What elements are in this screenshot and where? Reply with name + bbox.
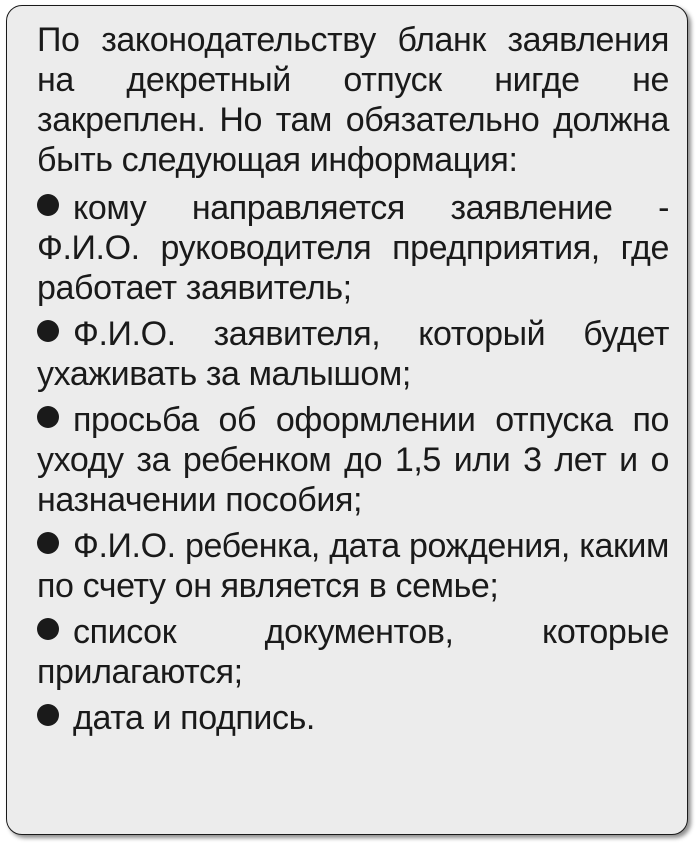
list-item-text: дата и подпись. xyxy=(73,699,315,737)
list-item xyxy=(37,314,669,394)
list-item-text: кому направляется заявление - Ф.И.О. руководителя предприятия, где работает заявитель; xyxy=(37,189,669,307)
intro-paragraph: По законодательству бланк заявления на декретный отпуск нигде не закреплен. Но там обязательно должна быть следующая информация: xyxy=(37,21,669,179)
list-item-text: просьба об оформлении отпуска по уходу за ребенком до 1,5 или 3 лет и о назначении пособия; xyxy=(37,401,669,519)
bullet-dot-icon xyxy=(37,194,59,216)
list-item-text: Ф.И.О. заявителя, который будет ухаживать за малышом; xyxy=(37,315,669,393)
bullet-dot-icon xyxy=(37,704,59,726)
bullet-dot-icon xyxy=(37,618,59,640)
list-item xyxy=(37,698,669,738)
info-card xyxy=(6,5,688,835)
list-item xyxy=(37,612,669,692)
card-text xyxy=(37,20,669,744)
list-item-text: Ф.И.О. ребенка, дата рождения, каким по счету он является в семье; xyxy=(37,527,669,605)
bullet-dot-icon xyxy=(37,532,59,554)
list-item-text: список документов, которые прилагаются; xyxy=(37,613,669,691)
bullet-dot-icon xyxy=(37,320,59,342)
list-item xyxy=(37,526,669,606)
bullet-dot-icon xyxy=(37,406,59,428)
list-item xyxy=(37,400,669,520)
list-item xyxy=(37,188,669,308)
